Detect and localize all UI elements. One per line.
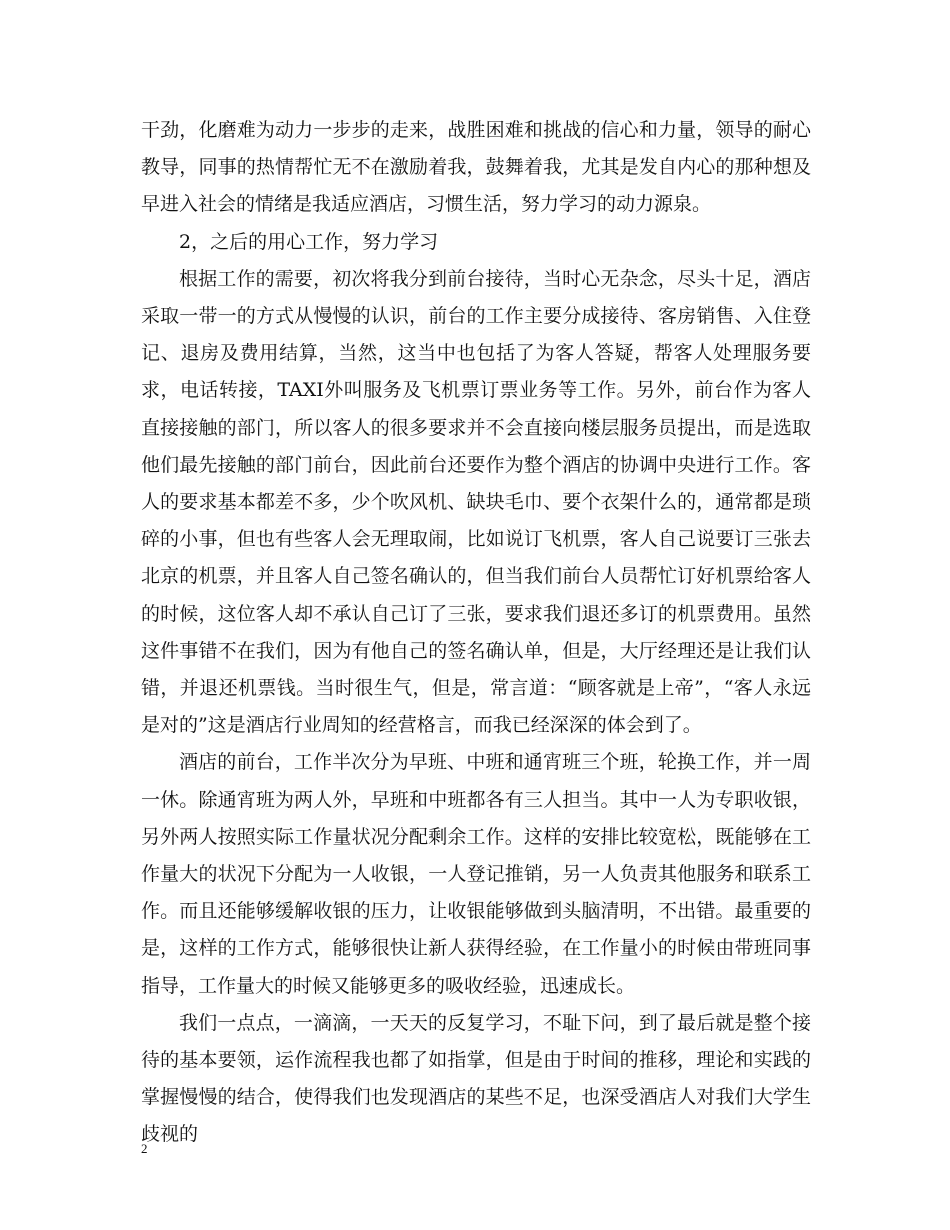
page-number: 2: [141, 1141, 148, 1156]
paragraph-learning: 我们一点点，一滴滴，一天天的反复学习，不耻下问，到了最后就是整个接待的基本要领，运作流程我也都了如指掌，但是由于时间的推移，理论和实践的掌握慢慢的结合，使得我们也发现酒店的某些不足，也深受酒店人对我们大学生歧视的: [141, 1011, 811, 1146]
section-heading: 2，之后的用心工作，努力学习: [179, 230, 439, 253]
paragraph-shifts: 酒店的前台，工作半次分为早班、中班和通宵班三个班，轮换工作，并一周一休。除通宵班为两人外，早班和中班都各有三人担当。其中一人为专职收银，另外两人按照实际工作量状况分配剩余工作。这样的安排比较宽松，既能够在工作量大的状况下分配为一人收银，一人登记推销，另一人负责其他服务和联系工作。而且还能够缓解收银的压力，让收银能够做到头脑清明，不出错。最重要的是，这样的工作方式，能够很快让新人获得经验，在工作量小的时候由带班同事指导，工作量大的时候又能够更多的吸收经验，迅速成长。: [141, 751, 811, 997]
paragraph-front-desk: 根据工作的需要，初次将我分到前台接待，当时心无杂念，尽头十足，酒店采取一带一的方式从慢慢的认识，前台的工作主要分成接待、客房销售、入住登记、退房及费用结算，当然，这当中也包括了为客人答疑，帮客人处理服务要求，电话转接，TAXI外叫服务及飞机票订票业务等工作。另外，前台作为客人直接接触的部门，所以客人的很多要求并不会直接向楼层服务员提出，而是选取他们最先接触的部门前台，因此前台还要作为整个酒店的协调中央进行工作。客人的要求基本都差不多，少个吹风机、缺块毛巾、要个衣架什么的，通常都是琐碎的小事，但也有些客人会无理取闹，比如说订飞机票，客人自己说要订三张去北京的机票，并且客人自己签名确认的，但当我们前台人员帮忙订好机票给客人的时候，这位客人却不承认自己订了三张，要求我们退还多订的机票费用。虽然这件事错不在我们，因为有他自己的签名确认单，但是，大厅经理还是让我们认错，并退还机票钱。当时很生气，但是，常言道：“顾客就是上帝”，“客人永远是对的”这是酒店行业周知的经营格言，而我已经深深的体会到了。: [141, 267, 811, 737]
paragraph-continuation: 干劲，化磨难为动力一步步的走来，战胜困难和挑战的信心和力量，领导的耐心教导，同事的热情帮忙无不在激励着我，鼓舞着我，尤其是发自内心的那种想及早进入社会的情绪是我适应酒店，习惯生活，努力学习的动力源泉。: [141, 119, 811, 216]
document-body: [141, 112, 811, 1154]
